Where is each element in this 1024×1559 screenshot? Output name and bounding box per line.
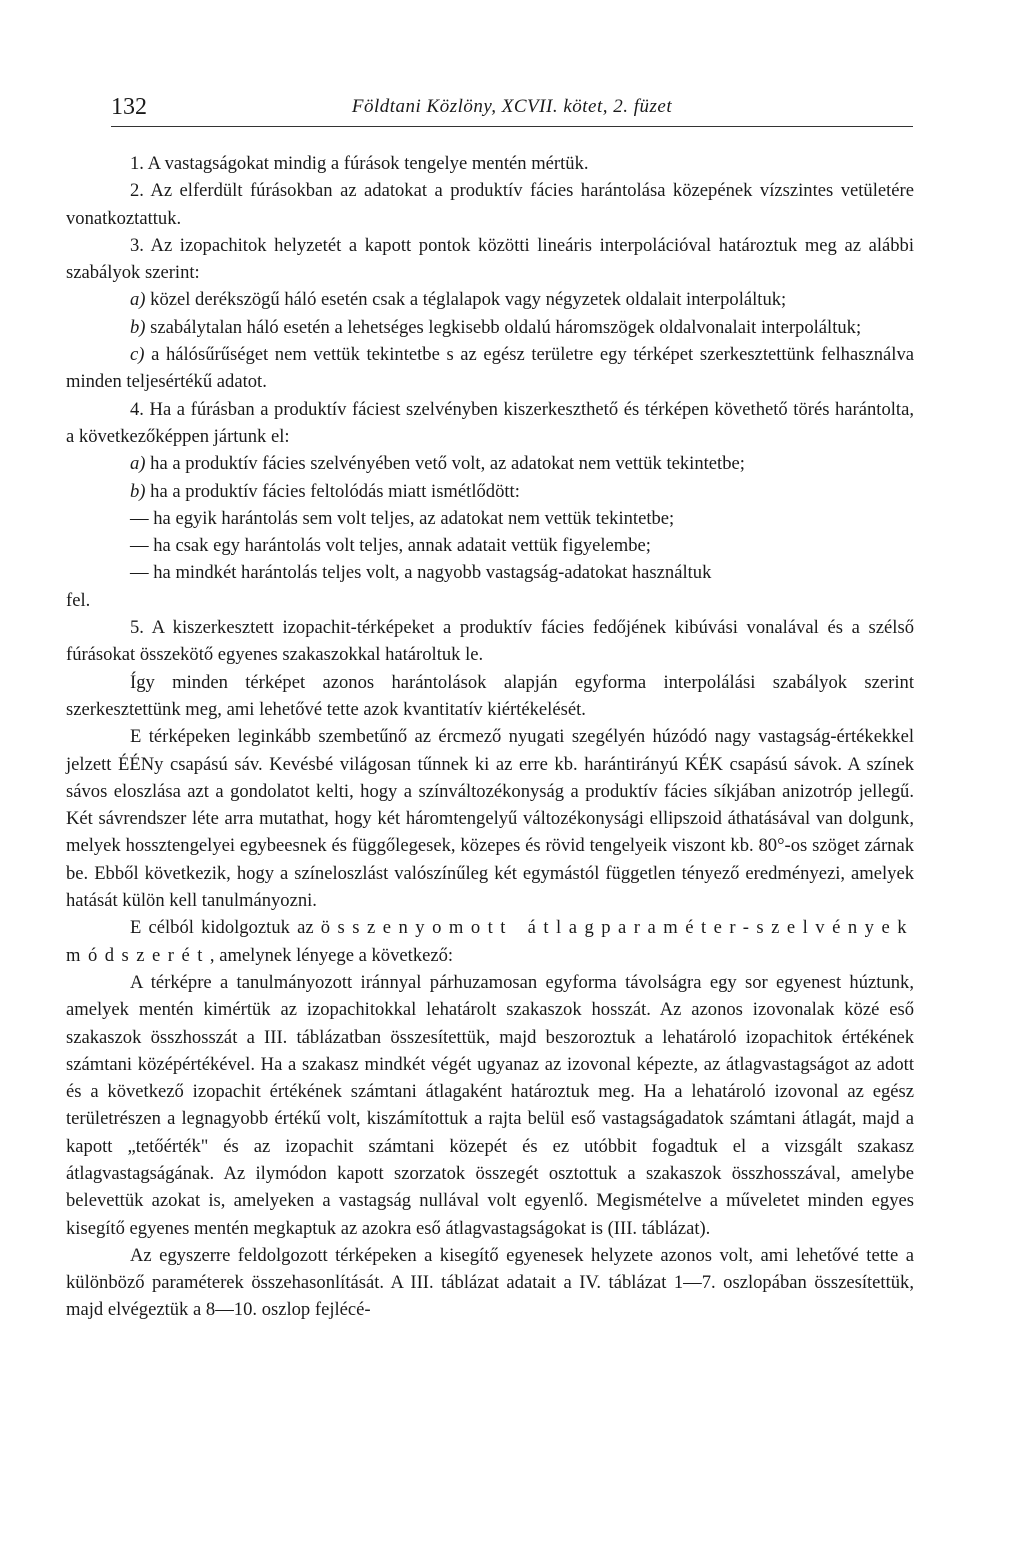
paragraph-5: 5. A kiszerkesztett izopachit-térképeket a produktív fácies fedőjének kibúvási vonalával és a szélső fúrásokat összekötő egyenes szakaszokkal határoltuk le. — [66, 617, 914, 666]
rule-b-text: szabálytalan háló esetén a lehetséges legkisebb oldalú háromszögek oldalvonalait interpoláltuk; — [145, 316, 862, 338]
paragraph-3: 3. Az izopachitok helyzetét a kapott pontok közötti lineáris interpolációval határoztuk meg az alábbi szabályok szerint: — [66, 234, 914, 284]
rule-a — [66, 286, 914, 313]
paragraph-1: 1. A vastagságokat mindig a fúrások tengelye mentén mértük. — [130, 153, 589, 174]
dash-item-3: — ha mindkét harántolás teljes volt, a nagyobb vastagság-adatokat használtuk — [130, 562, 712, 584]
case-a-text: ha a produktív fácies szelvényében vető volt, az adatokat nem vettük tekintetbe; — [145, 453, 745, 475]
case-a — [66, 450, 914, 477]
rule-c-label: c) — [130, 344, 145, 366]
page-number: 132 — [111, 94, 147, 120]
paragraph-2: 2. Az elferdült fúrásokban az adatokat a produktív fácies harántolása közepének vízszintes vetületére vonatkoztattuk. — [66, 180, 914, 229]
rule-a-text: közel derékszögű háló esetén csak a téglalapok vagy négyzetek oldalait interpoláltuk; — [145, 289, 787, 311]
rule-c-text: a hálósűrűséget nem vettük tekintetbe s az egész területre egy térképet szerkesztettünk felhasználva minden teljesértékű adatot. — [66, 344, 914, 393]
rule-b-label: b) — [130, 316, 146, 338]
case-b-label: b) — [130, 480, 146, 502]
case-b-text: ha a produktív fácies feltolódás miatt ismétlődött: — [145, 480, 520, 502]
dash-item-2: — ha csak egy harántolás volt teljes, annak adatait vettük figyelembe; — [130, 535, 651, 557]
paragraph-9: A térképre a tanulmányozott iránnyal párhuzamosan egyforma távolságra egy sor egyenest húztunk, amelyek mentén kimértük az izopachitokkal lehatárolt szakaszok hosszát. Az azonos izovonalak közé eső szakaszok összhosszát a III. táblázatban összesítettük, majd beszoroztuk a lehatároló izopachitok értékének számtani középértékével. Ha a szakasz mindkét végét ugyanaz az izovonal képezte, az átlagvastagságot az adott és a következő izopachit értékének számtani átlagaként határoztuk meg. Ha a lehatároló izovonal az egész területrészen a legnagyobb értékű volt, kiszámítottuk a rajta belül eső vastagságadatok számtani átlagát, majd a kapott „tetőérték" és az izopachit számtani közepét és ez utóbbit fogadtuk el a vizsgált szakasz átlagvastagságának. Az ilymódon kapott szorzatok összegét osztottuk a szakaszok összhosszával, amelybe belevettük azokat is, amelyeken a vastagság nullával volt egyenlő. Megismételve a műveletet minden egyes kisegítő egyenes mentén megkaptuk az azokra eső átlagvastagságokat is (III. táblázat). — [66, 971, 914, 1239]
paragraph-6: Így minden térképet azonos harántolások alapján egyforma interpolálási szabályok szerint szerkesztettünk meg, ami lehetővé tette azok kvantitatív kiértékelését. — [66, 671, 914, 720]
paragraph-8 — [66, 914, 914, 969]
paragraph-8-start: E célból kidolgoztuk az — [130, 917, 321, 939]
body-text — [66, 150, 914, 1324]
rule-b — [66, 314, 914, 341]
paragraph-8-end: , amelynek lényege a következő: — [209, 944, 454, 966]
running-title: Földtani Közlöny, XCVII. kötet, 2. füzet — [351, 96, 673, 117]
paragraph-4: 4. Ha a fúrásban a produktív fáciest szelvényben kiszerkeszthető és térképen követhető törés harántolta, a következőképpen jártunk el: — [66, 398, 914, 447]
paragraph-10: Az egyszerre feldolgozott térképeken a kisegítő egyenesek helyzete azonos volt, ami lehetővé tette a különböző paraméterek összehasonlítását. A III. táblázat adatait a IV. táblázat 1—7. oszlopában összesítettük, majd elvégeztük a 8—10. oszlop fejlécé- — [66, 1244, 914, 1321]
rule-c — [66, 341, 914, 396]
case-a-label: a) — [130, 453, 146, 475]
rule-a-label: a) — [130, 289, 146, 311]
dash-item-1: — ha egyik harántolás sem volt teljes, az adatokat nem vettük tekintetbe; — [130, 507, 675, 529]
dash-item-3-end: fel. — [66, 589, 91, 611]
case-b — [66, 478, 914, 505]
page-header — [111, 94, 913, 127]
method-name: összenyomott átlagparaméter-szelvények módszerét — [66, 917, 914, 966]
paragraph-7: E térképeken leginkább szembetűnő az ércmező nyugati szegélyén húzódó nagy vastagság-értékekkel jelzett ÉÉNy csapású sáv. Kevésbé világosan tűnnek ki az erre kb. harántirányú KÉK csapású sávok. A színek sávos eloszlása azt a gondolatot kelti, hogy a színváltozékonyság a produktív fácies síkjában anizotróp jellegű. Két sávrendszer léte arra mutathat, hogy két háromtengelyű változékonysági ellipszoid áthatásával van dolgunk, melyek hossztengelyei egybeesnek és függőlegesek, közepes és rövid tengelyeik viszont kb. 80°-os szöget zárnak be. Ebből következik, hogy a színeloszlást valószínűleg két egymástól független tényező eredményezi, amelyek hatását külön kell tanulmányozni. — [66, 726, 914, 912]
